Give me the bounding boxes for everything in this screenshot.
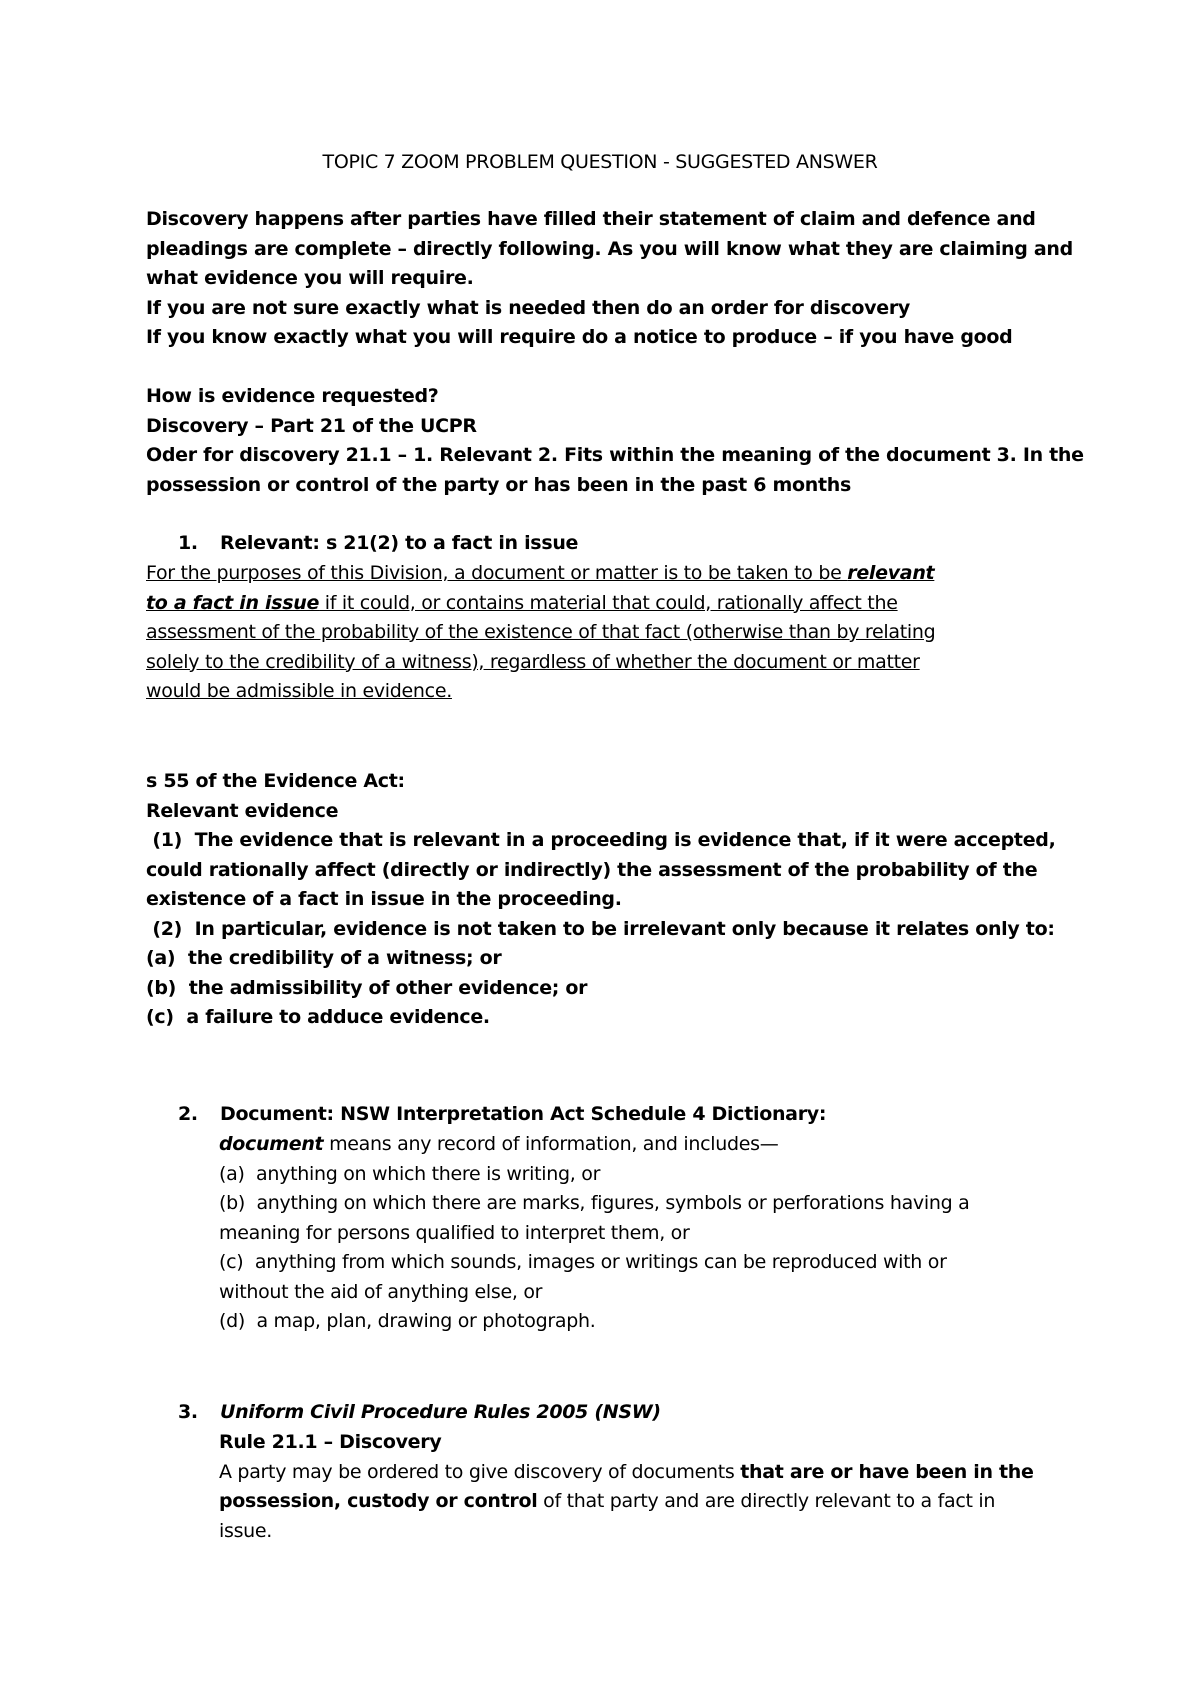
list-number: 2. bbox=[178, 1103, 198, 1125]
s55-line: Relevant evidence bbox=[146, 799, 339, 822]
item3-heading bbox=[178, 1398, 1118, 1428]
def-line: (b) anything on which there are marks, figures, symbols or perforations having a bbox=[219, 1192, 970, 1214]
rule-heading: Rule 21.1 – Discovery bbox=[219, 1431, 442, 1453]
s55-line: (2) In particular, evidence is not taken to be irrelevant only because it relates only to: bbox=[146, 917, 1055, 940]
def-text: means any record of information, and includes— bbox=[323, 1133, 779, 1155]
quote-text: solely to the credibility of a witness), regardless of whether the document or matter bbox=[146, 650, 920, 673]
s55-line: existence of a fact in issue in the proceeding. bbox=[146, 888, 622, 910]
rule-emphasis: possession, custody or control bbox=[219, 1490, 538, 1512]
def-line: without the aid of anything else, or bbox=[219, 1280, 543, 1303]
s55-line: s 55 of the Evidence Act: bbox=[146, 770, 405, 792]
quote-text: if it could, or contains material that could, rationally affect the bbox=[319, 591, 898, 614]
def-line: (d) a map, plan, drawing or photograph. bbox=[219, 1310, 596, 1332]
item2-heading bbox=[178, 1100, 1118, 1130]
quote-text: For the purposes of this Division, a document or matter is to be taken to be bbox=[146, 562, 848, 584]
rule-text: of that party and are directly relevant to a fact in bbox=[537, 1490, 996, 1512]
intro-line: If you are not sure exactly what is needed then do an order for discovery bbox=[146, 296, 910, 319]
list-number: 1. bbox=[178, 532, 198, 554]
s55-section bbox=[146, 767, 1086, 1033]
rule-text: issue. bbox=[219, 1519, 273, 1542]
def-line: (c) anything from which sounds, images or writings can be reproduced with or bbox=[219, 1251, 947, 1273]
s55-line: (1) The evidence that is relevant in a proceeding is evidence that, if it were accepted, bbox=[146, 829, 1056, 851]
quote-text: would be admissible in evidence. bbox=[146, 680, 452, 702]
def-line: (a) anything on which there is writing, or bbox=[219, 1162, 601, 1185]
list-number: 3. bbox=[178, 1401, 198, 1423]
rule-emphasis: that are or have been in the bbox=[740, 1460, 1034, 1483]
quote-emphasis: relevant bbox=[847, 562, 935, 584]
item2-definition bbox=[219, 1130, 1099, 1337]
intro-paragraph bbox=[146, 205, 1086, 353]
def-line: meaning for persons qualified to interpret them, or bbox=[219, 1221, 690, 1244]
how-line: possession or control of the party or has been in the past 6 months bbox=[146, 473, 851, 496]
how-line: How is evidence requested? bbox=[146, 385, 439, 407]
intro-line: Discovery happens after parties have filled their statement of claim and defence and bbox=[146, 208, 1036, 230]
intro-line: pleadings are complete – directly following. As you will know what they are claiming and bbox=[146, 237, 1073, 260]
rule-text: A party may be ordered to give discovery of documents bbox=[219, 1460, 741, 1483]
intro-line: If you know exactly what you will require do a notice to produce – if you have good bbox=[146, 326, 1013, 348]
s55-line: (a) the credibility of a witness; or bbox=[146, 947, 502, 969]
item1-heading bbox=[178, 529, 1118, 559]
quote-text: assessment of the probability of the existence of that fact (otherwise than by relating bbox=[146, 621, 936, 643]
item2-heading-text: Document: NSW Interpretation Act Schedule 4 Dictionary: bbox=[220, 1103, 827, 1125]
item3-heading-text: Uniform Civil Procedure Rules 2005 (NSW) bbox=[220, 1401, 661, 1423]
how-line: Oder for discovery 21.1 – 1. Relevant 2. Fits within the meaning of the document 3. In the bbox=[146, 444, 1084, 466]
quote-emphasis: to a fact in issue bbox=[146, 591, 320, 614]
document-title: TOPIC 7 ZOOM PROBLEM QUESTION - SUGGESTED ANSWER bbox=[322, 151, 878, 173]
how-paragraph bbox=[146, 382, 1086, 500]
s55-line: could rationally affect (directly or indirectly) the assessment of the probability of the bbox=[146, 858, 1038, 881]
item1-quote bbox=[146, 559, 1086, 707]
item1-heading-text: Relevant: s 21(2) to a fact in issue bbox=[220, 532, 579, 554]
how-line: Discovery – Part 21 of the UCPR bbox=[146, 414, 477, 437]
s55-line: (c) a failure to adduce evidence. bbox=[146, 1006, 490, 1028]
item3-body bbox=[219, 1428, 1099, 1546]
def-term: document bbox=[219, 1133, 324, 1155]
intro-line: what evidence you will require. bbox=[146, 267, 474, 289]
s55-line: (b) the admissibility of other evidence; or bbox=[146, 976, 588, 999]
